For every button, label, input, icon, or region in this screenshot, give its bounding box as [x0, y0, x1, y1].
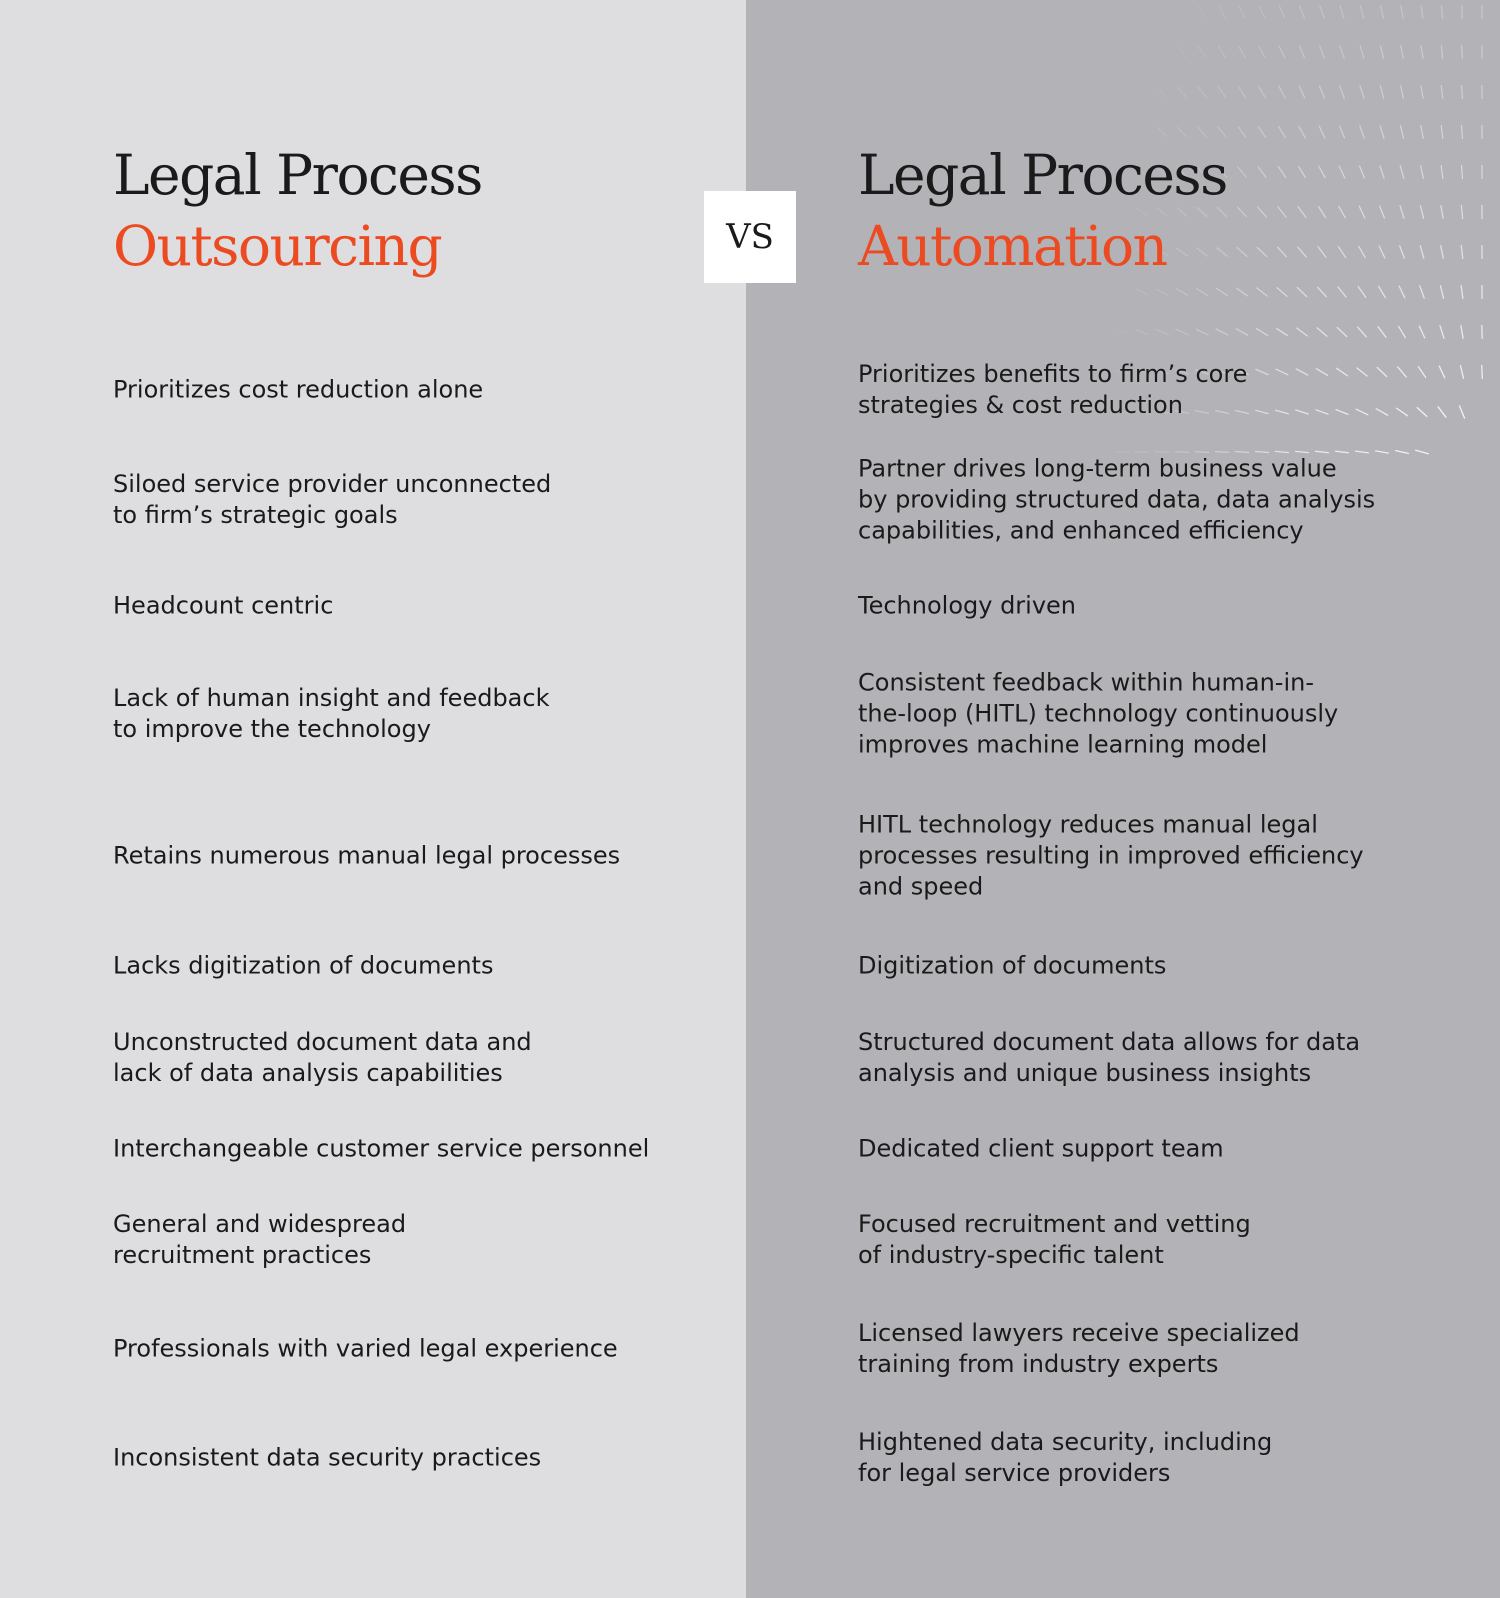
pattern-dash [1319, 166, 1325, 177]
pattern-dash [1256, 452, 1269, 453]
pattern-dash [1340, 126, 1345, 138]
item-line: analysis and unique business insights [858, 1059, 1312, 1087]
pattern-dash [1258, 127, 1265, 138]
pattern-dash [1216, 452, 1229, 453]
outsourcing-heading-line2: Outsourcing [113, 214, 442, 278]
pattern-dash [1336, 410, 1348, 415]
pattern-dash [1358, 287, 1365, 298]
pattern-dash [1400, 126, 1403, 139]
item-line: Lack of human insight and feedback [113, 684, 550, 712]
pattern-dash [1417, 408, 1427, 417]
pattern-dash [1198, 47, 1205, 58]
pattern-dash [1421, 126, 1423, 139]
pattern-dash [1278, 207, 1286, 217]
pattern-dash [1198, 87, 1206, 97]
pattern-dash [1116, 452, 1129, 453]
pattern-dash [1258, 167, 1266, 177]
item-line: Structured document data allows for data [858, 1028, 1361, 1056]
pattern-dash [1421, 46, 1423, 59]
pattern-dash [1421, 6, 1423, 19]
pattern-dash [1218, 87, 1225, 98]
pattern-dash [1440, 326, 1444, 338]
pattern-dash [1277, 288, 1287, 297]
pattern-dash [1378, 327, 1386, 337]
pattern-dash [1196, 329, 1208, 335]
pattern-dash [1339, 166, 1345, 178]
item-line: Hightened data security, including [858, 1428, 1273, 1456]
automation-item [858, 359, 1247, 421]
pattern-dash [1176, 289, 1187, 296]
pattern-dash [1196, 452, 1209, 453]
pattern-dash [1239, 87, 1246, 98]
pattern-dash [1238, 207, 1247, 216]
pattern-dash [1401, 6, 1403, 19]
pattern-dash [1399, 326, 1406, 337]
pattern-dash [1416, 450, 1429, 454]
pattern-dash [1316, 451, 1329, 452]
pattern-dash [1136, 330, 1148, 335]
pattern-dash [1316, 410, 1328, 414]
pattern-dash [1136, 452, 1149, 453]
pattern-dash [1219, 47, 1226, 58]
pattern-dash [1420, 286, 1424, 298]
automation-heading-line2: Automation [858, 214, 1167, 278]
pattern-dash [1316, 369, 1327, 376]
pattern-dash [1380, 206, 1385, 218]
pattern-dash [1299, 126, 1305, 137]
pattern-dash [1178, 87, 1186, 97]
item-line: HITL technology reduces manual legal [858, 810, 1318, 839]
pattern-dash [1299, 46, 1304, 58]
item-line: Inconsistent data security practices [113, 1443, 542, 1472]
pattern-dash [1156, 330, 1168, 335]
pattern-dash [1239, 46, 1246, 57]
automation-item [858, 951, 1166, 982]
pattern-dash [1319, 126, 1325, 138]
item-line: to firm’s strategic goals [113, 501, 398, 529]
pattern-dash [1357, 368, 1367, 376]
outsourcing-item [113, 1134, 649, 1165]
outsourcing-item [113, 1443, 541, 1474]
pattern-dash [1236, 329, 1247, 335]
pattern-dash [1461, 206, 1462, 219]
pattern-dash [1319, 86, 1324, 98]
pattern-dash [1156, 452, 1169, 453]
pattern-dash [1176, 452, 1189, 453]
pattern-dash [1116, 330, 1128, 335]
pattern-dash [1376, 451, 1389, 453]
pattern-dash [1360, 86, 1364, 98]
automation-item [858, 591, 1076, 622]
pattern-dash [1482, 366, 1483, 379]
pattern-dash [1279, 86, 1285, 97]
pattern-dash [1158, 127, 1167, 136]
pattern-dash [1419, 326, 1424, 338]
item-line: improves machine learning model [858, 730, 1268, 759]
pattern-dash [1276, 369, 1288, 375]
automation-item [858, 668, 1338, 761]
outsourcing-item [113, 841, 620, 872]
pattern-dash [1296, 451, 1309, 452]
pattern-dash [1296, 410, 1308, 414]
pattern-dash [1236, 452, 1249, 453]
pattern-dash [1257, 329, 1268, 336]
pattern-dash [1296, 369, 1307, 375]
item-line: Partner drives long-term business value [858, 454, 1337, 483]
pattern-dash [1197, 289, 1208, 296]
pattern-dash [1178, 127, 1187, 137]
item-line: strategies & cost reduction [858, 391, 1183, 419]
outsourcing-item [113, 1209, 406, 1271]
pattern-dash [1298, 207, 1306, 218]
item-line: Interchangeable customer service personnel [113, 1134, 650, 1163]
pattern-dash [1441, 206, 1443, 219]
item-line: Consistent feedback within human-in- [858, 668, 1314, 697]
pattern-dash [1381, 6, 1384, 19]
pattern-dash [1319, 207, 1326, 218]
pattern-dash [1320, 46, 1325, 58]
pattern-dash [1400, 246, 1405, 258]
pattern-dash [1380, 86, 1383, 99]
item-line: for legal service providers [858, 1459, 1171, 1487]
pattern-dash [1258, 207, 1267, 217]
pattern-dash [1318, 287, 1327, 297]
pattern-dash [1297, 328, 1307, 336]
pattern-dash [1399, 286, 1405, 298]
pattern-dash [1238, 127, 1246, 138]
pattern-dash [1441, 46, 1442, 59]
item-line: by providing structured data, data analysis [858, 485, 1376, 514]
pattern-dash [1356, 409, 1368, 415]
item-line: General and widespread [113, 1210, 407, 1238]
pattern-dash [1299, 86, 1305, 98]
pattern-dash [1461, 286, 1463, 299]
pattern-dash [1276, 451, 1289, 452]
outsourcing-item [113, 683, 549, 745]
pattern-dash [1360, 6, 1363, 19]
item-line: and speed [858, 872, 984, 901]
pattern-dash [1257, 248, 1266, 257]
pattern-dash [1218, 127, 1226, 137]
pattern-dash [1257, 288, 1267, 296]
pattern-dash [1379, 286, 1386, 297]
pattern-dash [1396, 451, 1409, 454]
pattern-dash [1256, 369, 1268, 374]
pattern-dash [1401, 86, 1404, 99]
vs-badge [704, 191, 796, 283]
pattern-dash [1421, 166, 1424, 179]
item-line: Headcount centric [113, 591, 334, 620]
pattern-dash [1340, 6, 1344, 18]
pattern-dash [1462, 126, 1463, 139]
pattern-dash [1420, 246, 1424, 258]
pattern-dash [1360, 166, 1365, 178]
pattern-dash [1438, 407, 1446, 417]
pattern-dash [1237, 288, 1248, 296]
pattern-dash [1359, 206, 1365, 218]
pattern-dash [1358, 327, 1367, 337]
pattern-dash [1317, 328, 1327, 336]
pattern-dash [1462, 86, 1463, 99]
pattern-dash [1279, 46, 1285, 58]
pattern-dash [1380, 166, 1384, 178]
item-line: capabilities, and enhanced efficiency [858, 516, 1304, 545]
pattern-dash [1216, 329, 1228, 335]
pattern-dash [1217, 288, 1228, 295]
pattern-dash [1380, 126, 1384, 138]
pattern-dash [1299, 167, 1306, 178]
pattern-dash [1421, 86, 1423, 99]
pattern-dash [1462, 166, 1463, 179]
item-line: Retains numerous manual legal processes [113, 841, 621, 870]
automation-heading [858, 140, 1227, 282]
item-line: the-loop (HITL) technology continuously [858, 699, 1339, 728]
pattern-dash [1397, 408, 1408, 415]
item-line: to improve the technology [113, 715, 431, 743]
automation-item [858, 810, 1364, 903]
pattern-dash [1276, 410, 1289, 414]
pattern-dash [1198, 127, 1206, 137]
item-line: Technology driven [858, 591, 1077, 620]
item-line: Prioritizes benefits to firm’s core [858, 360, 1248, 388]
pattern-dash [1237, 248, 1247, 257]
pattern-dash [1460, 406, 1465, 418]
pattern-dash [1441, 166, 1443, 179]
pattern-dash [1278, 167, 1285, 178]
automation-item [858, 1134, 1224, 1165]
automation-item [858, 1427, 1272, 1489]
pattern-dash [1278, 247, 1287, 256]
outsourcing-item [113, 1334, 618, 1365]
item-line: Prioritizes cost reduction alone [113, 375, 484, 404]
outsourcing-heading [113, 140, 482, 282]
pattern-dash [1376, 409, 1387, 415]
pattern-dash [1441, 246, 1444, 259]
pattern-dash [1339, 206, 1345, 217]
pattern-dash [1338, 287, 1346, 297]
pattern-dash [1300, 6, 1305, 18]
pattern-dash [1199, 7, 1206, 18]
pattern-dash [1440, 286, 1443, 299]
pattern-dash [1298, 247, 1306, 257]
pattern-dash [1158, 87, 1166, 97]
item-line: recruitment practices [113, 1241, 372, 1269]
pattern-dash [1259, 46, 1265, 57]
pattern-dash [1441, 126, 1443, 139]
pattern-dash [1320, 6, 1324, 18]
pattern-dash [1461, 246, 1462, 259]
outsourcing-item [113, 591, 333, 622]
pattern-dash [1441, 86, 1443, 99]
pattern-dash [1359, 246, 1365, 257]
pattern-dash [1239, 6, 1245, 17]
item-line: Dedicated client support team [858, 1134, 1224, 1163]
pattern-dash [1297, 288, 1306, 297]
pattern-dash [1418, 367, 1425, 378]
pattern-dash [1439, 366, 1444, 378]
outsourcing-item [113, 469, 551, 531]
pattern-dash [1136, 289, 1148, 295]
automation-item [858, 1027, 1360, 1089]
pattern-dash [1238, 167, 1246, 177]
pattern-dash [1219, 6, 1225, 17]
outsourcing-item [113, 951, 493, 982]
pattern-dash [1400, 166, 1404, 179]
item-line: lack of data analysis capabilities [113, 1059, 503, 1087]
outsourcing-heading-line1: Legal Process [113, 143, 482, 207]
automation-item [858, 454, 1375, 547]
vs-label: VS [726, 217, 774, 257]
item-line: Digitization of documents [858, 951, 1167, 980]
automation-item [858, 1209, 1251, 1271]
pattern-dash [1277, 328, 1288, 335]
pattern-dash [1256, 410, 1269, 413]
pattern-dash [1178, 47, 1186, 58]
item-line: Licensed lawyers receive specialized [858, 1319, 1300, 1347]
pattern-dash [1318, 247, 1326, 257]
pattern-dash [1380, 46, 1383, 59]
pattern-dash [1360, 126, 1364, 138]
pattern-dash [1338, 247, 1345, 258]
item-line: Lacks digitization of documents [113, 951, 494, 980]
pattern-dash [1377, 368, 1386, 377]
pattern-dash [1462, 6, 1463, 19]
pattern-dash [1337, 328, 1346, 337]
pattern-dash [1279, 6, 1284, 18]
item-line: training from industry experts [858, 1350, 1219, 1378]
automation-item [858, 1318, 1300, 1380]
pattern-dash [1337, 368, 1348, 375]
item-line: Siloed service provider unconnected [113, 470, 552, 498]
pattern-dash [1259, 86, 1266, 97]
pattern-dash [1462, 46, 1463, 59]
pattern-dash [1340, 46, 1344, 58]
pattern-dash [1259, 6, 1265, 18]
outsourcing-item [113, 1027, 532, 1089]
pattern-dash [1398, 367, 1406, 377]
item-line: Unconstructed document data and [113, 1028, 532, 1056]
automation-heading-line1: Legal Process [858, 143, 1227, 207]
pattern-dash [1441, 6, 1442, 19]
pattern-dash [1379, 246, 1385, 258]
outsourcing-item [113, 375, 483, 406]
item-line: Focused recruitment and vetting [858, 1210, 1251, 1238]
pattern-dash [1156, 289, 1167, 295]
pattern-dash [1461, 326, 1463, 339]
pattern-dash [1401, 46, 1404, 59]
item-line: Professionals with varied legal experience [113, 1334, 618, 1363]
item-line: of industry-specific talent [858, 1241, 1164, 1269]
pattern-dash [1360, 46, 1364, 58]
item-line: processes resulting in improved efficiency [858, 841, 1364, 870]
pattern-dash [1420, 206, 1423, 219]
pattern-dash [1176, 329, 1188, 334]
pattern-dash [1400, 206, 1404, 218]
pattern-dash [1340, 86, 1345, 98]
pattern-dash [1279, 126, 1286, 137]
pattern-dash [1461, 366, 1464, 379]
